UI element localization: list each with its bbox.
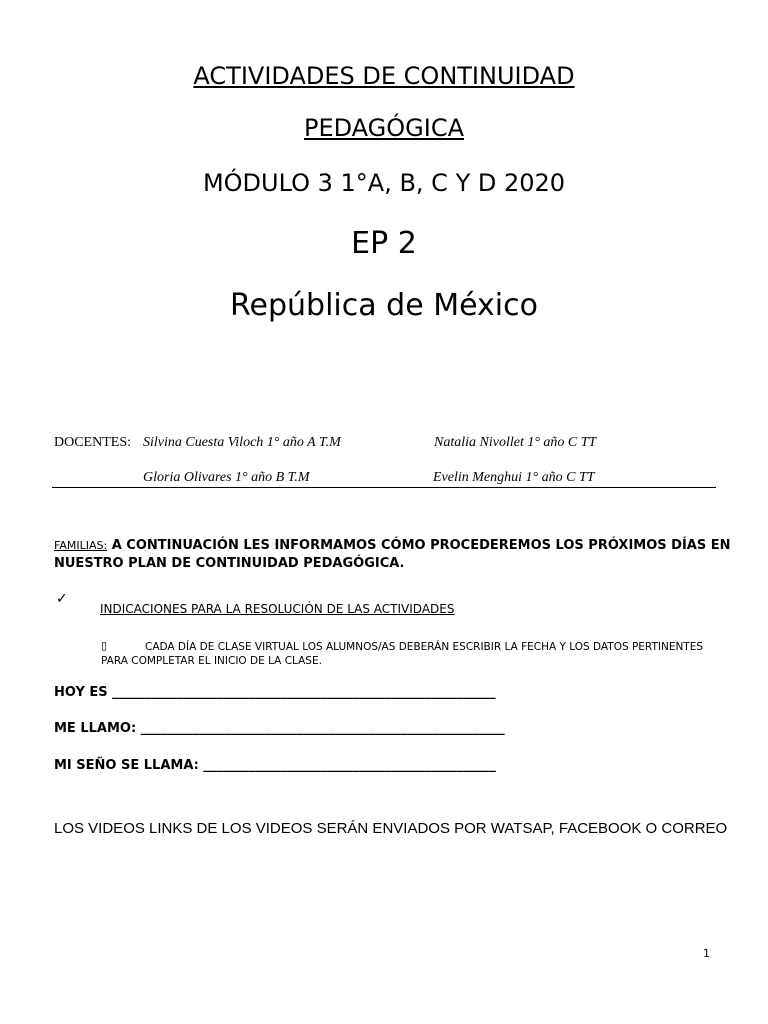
families-label: FAMILIAS:: [54, 539, 108, 552]
videos-notice: LOS VIDEOS LINKS DE LOS VIDEOS SERÁN ENVIADOS POR WATSAP, FACEBOOK O CORREO: [54, 820, 728, 837]
teacher-1: Silvina Cuesta Viloch 1° año A T.M: [143, 435, 341, 450]
instructions-text: CADA DÍA DE CLASE VIRTUAL LOS ALUMNOS/AS DEBERÁN ESCRIBIR LA FECHA Y LOS DATOS PERTINENTES PARA COMPLETAR EL INICIO DE LA CLASE.: [101, 641, 704, 667]
checkmark-icon: ✓: [56, 591, 68, 607]
field-today: HOY ES ___________________________________________________________: [54, 685, 496, 700]
families-notice: [54, 537, 734, 573]
teachers-label: DOCENTES:: [54, 435, 131, 450]
page-number: 1: [703, 947, 710, 960]
teacher-3: Gloria Olivares 1° año B T.M: [143, 470, 310, 485]
teacher-4: Evelin Menghui 1° año C TT: [433, 470, 595, 485]
field-teacher: MI SEÑO SE LLAMA: _____________________________________________: [54, 758, 496, 773]
school-name: República de México: [230, 288, 538, 323]
header-divider: [52, 487, 716, 488]
instructions-title: INDICACIONES PARA LA RESOLUCIÓN DE LAS ACTIVIDADES: [100, 602, 455, 616]
families-text: A CONTINUACIÓN LES INFORMAMOS CÓMO PROCEDEREMOS LOS PRÓXIMOS DÍAS EN NUESTRO PLAN DE CONTINUIDAD PEDAGÓGICA.: [54, 538, 731, 571]
title-line-2: PEDAGÓGICA: [303, 114, 465, 142]
title-line-1: ACTIVIDADES DE CONTINUIDAD: [193, 62, 575, 90]
field-name: ME LLAMO: ________________________________________________________: [54, 721, 505, 736]
module-line: MÓDULO 3 1°A, B, C Y D 2020: [202, 169, 566, 197]
bullet-icon: ▯: [101, 639, 108, 652]
teacher-2: Natalia Nivollet 1° año C TT: [434, 435, 597, 450]
school-number: EP 2: [351, 226, 417, 261]
